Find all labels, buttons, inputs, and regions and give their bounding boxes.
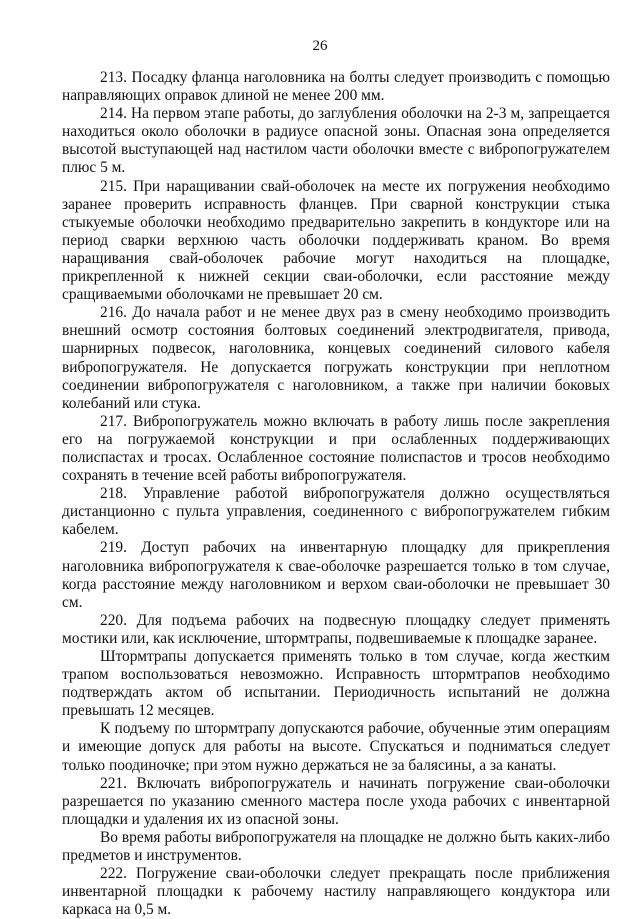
paragraph-221: 221. Включать вибропогружатель и начинать погружение сваи-оболочки разрешается по указанию сменного мастера после ухода рабочих с инвентарной площадки и удаления их из опасной зоны. [62, 774, 610, 828]
paragraph-220-stormtrap-use: Штормтрапы допускается применять только в том случае, когда жестким трапом воспользоваться невозможно. Исправность штормтрапов необходимо подтверждать актом об испытании. Периодичность испытаний не должна превышать 12 месяцев. [62, 648, 610, 720]
paragraph-213: 213. Посадку фланца наголовника на болты следует производить с помощью направляющих оправок длиной не менее 200 мм. [62, 69, 610, 105]
paragraph-220-stormtrap-admission: К подъему по штормтрапу допускаются рабочие, обученные этим операциям и имеющие допуск для работы на высоте. Спускаться и подниматься следует только поодиночке; при этом нужно держаться не за балясины, а за канаты. [62, 720, 610, 774]
paragraph-215: 215. При наращивании свай-оболочек на месте их погружения необходимо заранее проверить исправность фланцев. При сварной конструкции стыка стыкуемые оболочки необходимо предварительно закрепить в кондукторе или на период сварки верхнюю часть оболочки поддерживать краном. Во время наращивания свай-оболочек рабочие могут находиться на площадке, прикрепленной к нижней секции сваи-оболочки, если расстояние между сращиваемыми оболочками не превышает 20 см. [62, 177, 610, 304]
paragraph-222: 222. Погружение сваи-оболочки следует прекращать после приближения инвентарной площадки к рабочему настилу направляющего кондуктора или каркаса на 0,5 м. [62, 865, 610, 919]
paragraph-217: 217. Вибропогружатель можно включать в работу лишь после закрепления его на погружаемой конструкции и при ослабленных поддерживающих полиспастах и тросах. Ослабленное состояние полиспастов и тросов необходимо сохранять в течение всей работы вибропогружателя. [62, 412, 610, 485]
document-body [62, 69, 610, 919]
paragraph-219: 219. Доступ рабочих на инвентарную площадку для прикрепления наголовника вибропогружателя к свае-оболочке разрешается только в том случае, когда расстояние между наголовником и верхом сваи-оболочки не превышает 30 см. [62, 539, 610, 611]
paragraph-220: 220. Для подъема рабочих на подвесную площадку следует применять мостики или, как исключение, штормтрапы, подвешиваемые к площадке заранее. [62, 611, 610, 647]
paragraph-214: 214. На первом этапе работы, до заглубления оболочки на 2-3 м, запрещается находиться около оболочки в радиусе опасной зоны. Опасная зона определяется высотой выступающей над настилом части оболочки вместе с вибропогружателем плюс 5 м. [62, 105, 610, 177]
paragraph-218: 218. Управление работой вибропогружателя должно осуществляться дистанционно с пульта управления, соединенного с вибропогружателем гибким кабелем. [62, 485, 610, 539]
paragraph-221-platform-clear: Во время работы вибропогружателя на площадке не должно быть каких-либо предметов и инструментов. [62, 828, 610, 865]
paragraph-216: 216. До начала работ и не менее двух раз в смену необходимо производить внешний осмотр состояния болтовых соединений электродвигателя, привода, шарнирных подвесок, наголовника, концевых соединений силового кабеля вибропогружателя. Не допускается погружать конструкции при неплотном соединении вибропогружателя с наголовником, а также при наличии боковых колебаний или стука. [62, 304, 610, 412]
page-number: 26 [312, 38, 328, 54]
